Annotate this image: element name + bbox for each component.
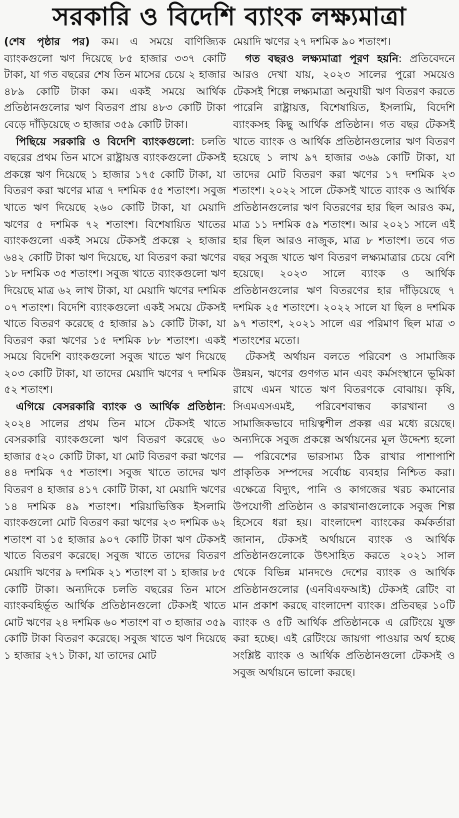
- subheading: পিছিয়ে সরকারি ও বিদেশি ব্যাংকগুলো: [16, 135, 192, 148]
- paragraph: মেয়াদি ঋণের ২৭ দশমিক ৯০ শতাংশ।: [233, 36, 391, 48]
- column-left: [4, 34, 226, 814]
- continuation-kicker: (শেষ পৃষ্ঠার পর): [4, 36, 90, 48]
- subheading: এগিয়ে বেসরকারি ব্যাংক ও আর্থিক প্রতিষ্ঠান: [16, 401, 223, 414]
- article-columns: [4, 34, 455, 814]
- paragraph: [233, 51, 455, 350]
- headline: সরকারি ও বিদেশি ব্যাংক লক্ষ্যমাত্রা: [52, 2, 407, 31]
- paragraph: [4, 399, 226, 665]
- paragraph: [4, 34, 226, 134]
- paragraph-text: : ২০২৪ সালের প্রথম তিন মাসে টেকসই খাতে বেসরকারি ব্যাংকগুলো ঋণ বিতরণ করেছে ৬০ হাজার ৫২০ কোটি টাকা, যা মোট বিতরণ করা ঋণের ৪৪ দশমিক ৭৫ শতাংশ। সবুজ খাতে তাদের ঋণ বিতরণ ৪ হাজার ৪১৭ কোটি টাকা, যা মেয়াদি ঋণের ১৪ দশমিক ৪৯ শতাংশ। শরিয়াভিত্তিক ইসলামি ব্যাংকগুলো মোট বিতরণ করা ঋণের ২৩ দশমিক ৬২ শতাংশ বা ১৫ হাজার ৯০৭ কোটি টাকা ঋণ টেকসই খাতে বিতরণ করেছে। সবুজ খাতে তাদের বিতরণ মেয়াদি ঋণের ৯ দশমিক ২১ শতাংশ বা ১ হাজার ৮৫ কোটি টাকা। অন্যদিকে চলতি বছরের তিন মাসে ব্যাংকবহির্ভূত আর্থিক প্রতিষ্ঠানগুলো টেকসই খাতে মোট ঋণের ২৪ দশমিক ৬০ শতাংশ বা ৩ হাজার ৩৫৯ কোটি টাকা বিতরণ করেছে। সবুজ খাতে ঋণ দিয়েছে ১ হাজার ২৭১ টাকা, যা তাদের মোট: [4, 401, 226, 662]
- paragraph-text: কম। এ সময়ে বাণিজ্যিক ব্যাংকগুলো ঋণ দিয়েছে ৮৫ হাজার ৩৩৭ কোটি টাকা, যা গত বছরের শেষ তিন মাসের চেয়ে ২ হাজার ৪৮৯ কোটি টাকা কম। একই সময়ে আর্থিক প্রতিষ্ঠানগুলোর ঋণ বিতরণ প্রায় ৪৮৩ কোটি টাকা বেড়ে দাঁড়িয়েছে ৩ হাজার ৩৫৯ কোটি টাকা।: [4, 36, 226, 131]
- paragraph-text: : চলতি বছরের প্রথম তিন মাসে রাষ্ট্রায়ত্ত ব্যাংকগুলো টেকসই প্রকল্পে ঋণ দিয়েছে ১ হাজার ১৭৫ কোটি টাকা, যা বিতরণ করা ঋণের মাত্র ৭ দশমিক ৫৫ শতাংশ। সবুজ খাতে ঋণ দিয়েছে ২৬০ কোটি টাকা, যা মেয়াদি ঋণের ৫ দশমিক ৭২ শতাংশ। বিশেষায়িত খাতের ব্যাংকগুলো একই সময়ে টেকসই প্রকল্পে ২ হাজার ৬৪২ কোটি টাকা ঋণ দিয়েছে, যা বিতরণ করা ঋণের ১৮ দশমিক ৩৫ শতাংশ। সবুজ খাতে ব্যাংকগুলো ঋণ দিয়েছে মাত্র ৬২ লাখ টাকা, যা মেয়াদি ঋণের দশমিক ০৭ শতাংশ। বিদেশি ব্যাংকগুলো একই সময়ে টেকসই খাতে বিতরণ করেছে ৫ হাজার ৯১ কোটি টাকা, যা বিতরণ করা ঋণের ১৫ দশমিক ৮৮ শতাংশ। একই সময়ে বিদেশি ব্যাংকগুলো সবুজ খাতে ঋণ দিয়েছে ২০৩ কোটি টাকা, যা তাদের মেয়াদি ঋণের ৭ দশমিক ৫২ শতাংশ।: [4, 135, 226, 397]
- paragraph-text: : প্রতিবেদনে আরও দেখা যায়, ২০২৩ সালের পুরো সময়েও টেকসই শিল্পে লক্ষ্যমাত্রা অনুযায়ী ঋণ বিতরণ করতে পারেনি রাষ্ট্রায়ত্ত, বিশেষায়িত, ইসলামি, বিদেশি ব্যাংকসহ কিছু আর্থিক প্রতিষ্ঠান। গত বছর টেকসই খাতে ব্যাংক ও আর্থিক প্রতিষ্ঠানগুলোর ঋণ বিতরণ হয়েছে ১ লাখ ৯৭ হাজার ৩৬৯ কোটি টাকা, যা তাদের মোট বিতরণ করা ঋণের ১৭ দশমিক ২৩ শতাংশ। ২০২২ সালে টেকসই খাতে ব্যাংক ও আর্থিক প্রতিষ্ঠানগুলোর ঋণ বিতরণের হার ছিল আরও কম, মাত্র ১১ দশমিক ৫৯ শতাংশ। আর ২০২১ সালে এই হার ছিল আরও নাজুক, মাত্র ৮ শতাংশ। তবে গত বছর সবুজ খাতে ঋণ বিতরণ লক্ষ্যমাত্রার চেয়ে বেশি হয়েছে। ২০২৩ সালে ব্যাংক ও আর্থিক প্রতিষ্ঠানগুলোর ঋণ বিতরণের হার দাঁড়িয়েছে ৭ দশমিক ২৫ শতাংশে। ২০২২ সালে যা ছিল ৪ দশমিক ৯৭ শতাংশ, ২০২১ সালে এর পরিমাণ ছিল মাত্র ৩ শতাংশের মতো।: [233, 52, 455, 347]
- paragraph: টেকসই অর্থায়ন বলতে পরিবেশ ও সামাজিক উন্নয়ন, ঋণের গুণগত মান এবং কর্মসংস্থানে ভূমিকা রাখে এমন খাতে ঋণ বিতরণকে বোঝায়। কৃষি, সিএমএসএমই, পরিবেশবান্ধব কারখানা ও সামাজিকভাবে দায়িত্বশীল প্রকল্প এর মধ্যে রয়েছে। অন্যদিকে সবুজ প্রকল্পে অর্থায়নের মূল উদ্দেশ্য হলো— পরিবেশের ভারসাম্য ঠিক রাখার পাশাপাশি প্রাকৃতিক সম্পদের সর্বোচ্চ ব্যবহার নিশ্চিত করা। এক্ষেত্রে বিদ্যুৎ, পানি ও কাগজের খরচ কমানোর উপযোগী প্রতিষ্ঠান ও কারখানাগুলোকে সবুজ শিল্প হিসেবে ধরা হয়। বাংলাদেশ ব্যাংকের কর্মকর্তারা জানান, টেকসই অর্থায়নে ব্যাংক ও আর্থিক প্রতিষ্ঠানগুলোকে উৎসাহিত করতে ২০২১ সাল থেকে বিভিন্ন মানদণ্ডে দেশের ব্যাংক ও আর্থিক প্রতিষ্ঠানগুলোর (এনবিএফআই) টেকসই রেটিং বা মান প্রকাশ করছে বাংলাদেশ ব্যাংক। প্রতিবছর ১০টি ব্যাংক ও ৫টি আর্থিক প্রতিষ্ঠানকে এ রেটিংয়ে যুক্ত করা হচ্ছে। এই রেটিংয়ে জায়গা পাওয়ার অর্থ হচ্ছে সংশ্লিষ্ট ব্যাংক ও আর্থিক প্রতিষ্ঠানগুলো টেকসই ও সবুজ অর্থায়নে ভালো করছে।: [233, 351, 455, 679]
- column-right: [233, 34, 455, 814]
- paragraph: [4, 134, 226, 400]
- subheading: গত বছরও লক্ষ্যমাত্রা পূরণ হয়নি: [245, 52, 399, 65]
